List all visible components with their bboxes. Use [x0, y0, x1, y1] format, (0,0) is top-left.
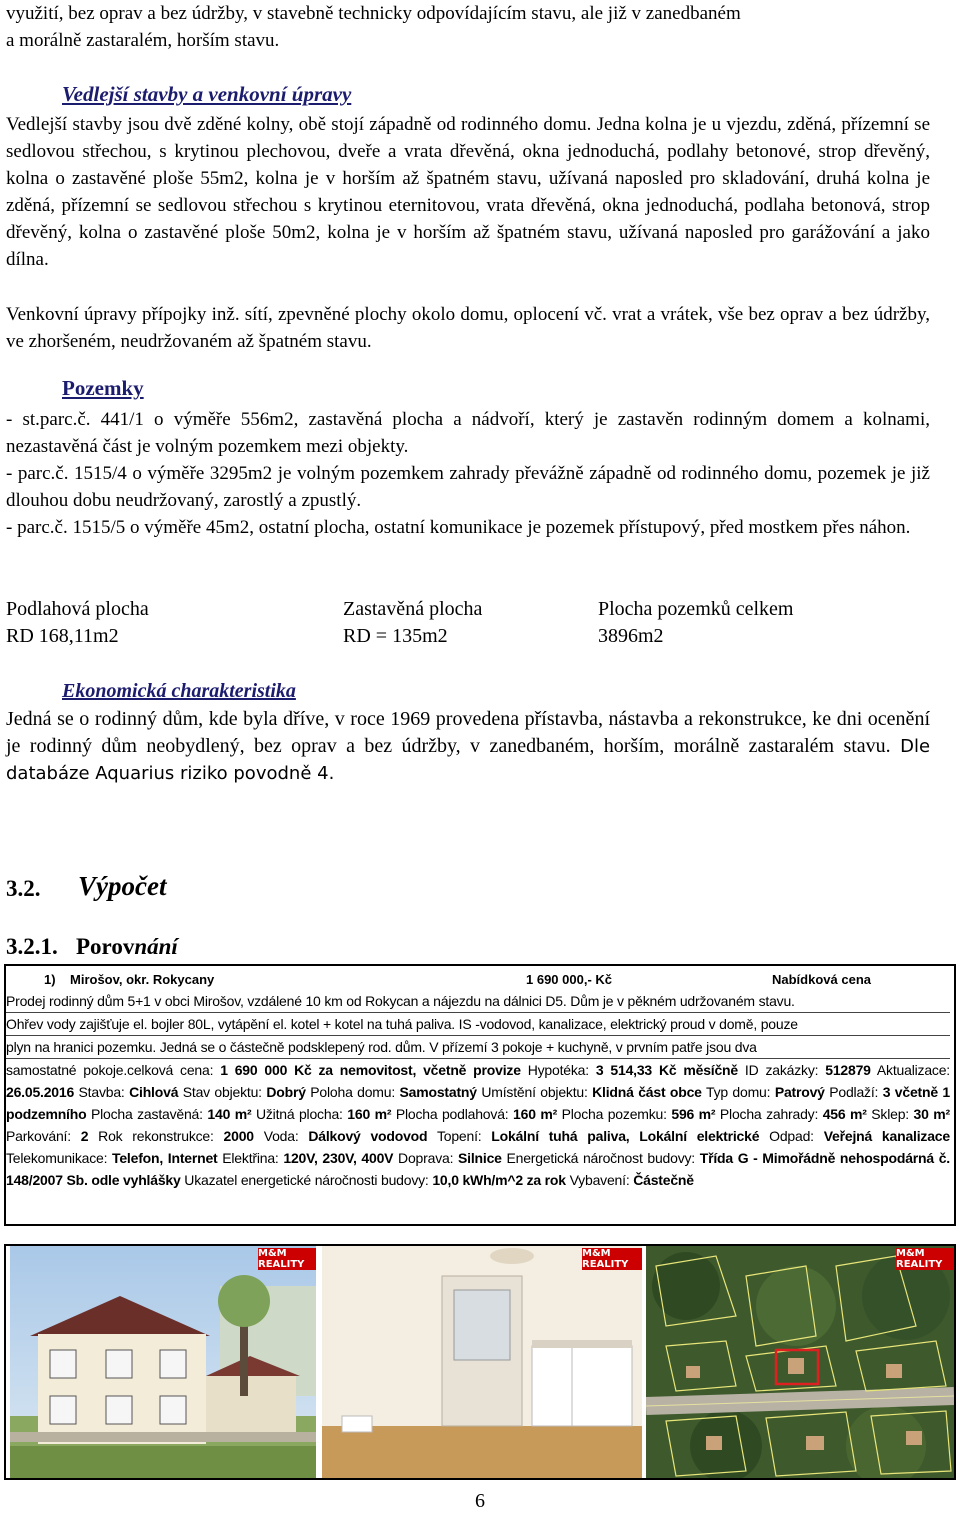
listing-detail-value: Klidná část obce — [592, 1084, 702, 1100]
listing-detail-value: 160 m² — [513, 1106, 558, 1122]
calc-title: Výpočet — [78, 871, 167, 901]
economic-text: Jedná se o rodinný dům, kde byla dříve, v roce 1969 provedena přístavba, nástavba a rekonstrukce, ke dni ocenění je rodinný dům neobydlený, bez oprav a bez údržby, v zanedbaném, horším, morálně zastaralém stavu. — [6, 708, 930, 757]
listing-detail-value: Třída G - Mimořádně nehospodárná č. 148/2007 Sb. odle vyhlášky — [6, 1150, 950, 1188]
listing-detail-value: 512879 — [825, 1062, 871, 1078]
land-item-3: - parc.č. 1515/5 o výměře 45m2, ostatní plocha, ostatní komunikace je pozemek přístupový, před mostkem přes náhon. — [6, 517, 911, 538]
listing-detail-value: 2 — [80, 1128, 89, 1144]
listing-detail-label: Ukazatel energetické náročnosti budovy: — [180, 1172, 433, 1188]
listing-detail-label: Plocha zahrady: — [715, 1106, 823, 1122]
listing-row-2: Ohřev vody zajišťuje el. bojler 80L, vytápění el. kotel + kotel na tuhá paliva. IS -vodovod, kanalizace, elektrický proud v domě, pouze — [6, 1013, 950, 1036]
listing-price-type: Nabídková cena — [772, 972, 871, 987]
cadastral-map — [646, 1246, 954, 1478]
listing-detail-label: Stavba: — [74, 1084, 130, 1100]
listing-price: 1 690 000,- Kč — [526, 972, 613, 987]
listing-detail-label: Sklep: — [866, 1106, 914, 1122]
listing-detail-label: Aktualizace: — [870, 1062, 950, 1078]
listing-detail-value: 120V, 230V, 400V — [283, 1150, 394, 1166]
listing-detail-label: Parkování: — [6, 1128, 81, 1144]
listing-detail-label: Hypotéka: — [520, 1062, 596, 1078]
listing-detail-value: 10,0 kWh/m^2 za rok — [432, 1172, 566, 1188]
listing-detail-label: Odpad: — [759, 1128, 824, 1144]
compare-title — [76, 934, 178, 960]
economic-paragraph — [6, 706, 930, 787]
listing-detail-value: 140 m² — [207, 1106, 252, 1122]
listing-detail-value: Dobrý — [266, 1084, 306, 1100]
intro-line-2: a morálně zastaralém, horším stavu. — [6, 30, 280, 51]
listing-detail-value: Samostatný — [399, 1084, 477, 1100]
listing-detail-value: Silnice — [458, 1150, 502, 1166]
kitchen-photo-watermark: M&M REALITY — [582, 1248, 642, 1270]
compare-number: 3.2.1. — [6, 934, 58, 959]
floor-area-label: Podlahová plocha — [6, 598, 149, 620]
listing-detail-label: Umístění objektu: — [476, 1084, 593, 1100]
calc-number: 3.2. — [6, 876, 41, 901]
compare-title-italic: nání — [134, 934, 178, 959]
listing-photos — [4, 1244, 956, 1480]
listing-detail-label: Elektřina: — [217, 1150, 284, 1166]
listing-row-3: plyn na hranici pozemku. Jedná se o částečně podsklepený rod. dům. V přízemí 3 pokoje + kuchyně, v prvním patře jsou dva — [6, 1036, 950, 1059]
land-area-value: 3896m2 — [598, 625, 664, 647]
economic-flood-risk: Dle databáze Aquarius riziko povodně 4. — [6, 736, 931, 784]
listing-detail-value: 160 m² — [347, 1106, 392, 1122]
listing-detail-label: Typ domu: — [701, 1084, 775, 1100]
listing-box — [4, 964, 956, 1226]
listing-detail-label: Podlaží: — [824, 1084, 883, 1100]
land-item-1: - st.parc.č. 441/1 o výměře 556m2, zastavěná plocha a nádvoří, který je zastavěn rodinným domem a kolnami, nezastavěná část je volným pozemkem mezi objekty. — [6, 409, 930, 457]
land-heading: Pozemky — [62, 376, 144, 400]
listing-detail-value: Dálkový vodovod — [308, 1128, 428, 1144]
listing-detail-value: 596 m² — [671, 1106, 716, 1122]
listing-detail-value: Telefon, Internet — [112, 1150, 218, 1166]
listing-detail-value: 2000 — [223, 1128, 254, 1144]
house-photo — [10, 1246, 316, 1478]
listing-detail-value: Cihlová — [129, 1084, 179, 1100]
listing-index: 1) — [44, 972, 56, 987]
listing-detail-label: Rok rekonstrukce: — [88, 1128, 224, 1144]
listing-detail-value: 456 m² — [822, 1106, 867, 1122]
outbuildings-heading: Vedlejší stavby a venkovní úpravy — [62, 82, 352, 106]
listing-detail-label: ID zakázky: — [738, 1062, 826, 1078]
listing-details — [6, 1059, 950, 1191]
listing-detail-value: 3 včetně 1 podzemního — [6, 1084, 950, 1122]
listing-detail-value: Lokální tuhá paliva, Lokální elektrické — [491, 1128, 760, 1144]
page-number: 6 — [475, 1490, 485, 1512]
listing-detail-value: 26.05.2016 — [6, 1084, 75, 1100]
outbuildings-paragraph: Vedlejší stavby jsou dvě zděné kolny, obě stojí západně od rodinného domu. Jedna kolna je u vjezdu, zděná, přízemní se sedlovou střechou, s krytinou plechovou, dveře a vrata dřevěná, okna jednoduchá, podlahy betonové, strop dřevěný, kolna o zastavěné ploše 55m2, kolna je v horším až špatném stavu, užívaná naposled pro skladování, druhá kolna je zděná, přízemní se sedlovou střechou s krytinou eternitovou, vrata dřevěná, okna jednoduchá, podlaha betonová, strop dřevěný, kolna o zastavěné ploše 50m2, kolna je v horším až špatném stavu, užívaná naposled pro garážování a jako dílna. — [6, 114, 930, 270]
listing-detail-value: Částečně — [633, 1172, 694, 1188]
listing-detail-value: 3 514,33 Kč měsíčně — [595, 1062, 738, 1078]
listing-description — [6, 990, 950, 1191]
outdoor-paragraph: Venkovní úpravy přípojky inž. sítí, zpevněné plochy okolo domu, oplocení vč. vrat a vrátek, vše bez oprav a bez údržby, ve zhoršeném, neudržovaném až špatném stavu. — [6, 304, 930, 352]
listing-detail-value: 1 690 000 Kč za nemovitost, včetně provize — [220, 1062, 521, 1078]
intro-line-1: využití, bez oprav a bez údržby, v stavebně technicky odpovídajícím stavu, ale již v zanedbaném — [6, 3, 741, 24]
listing-detail-label: Topení: — [427, 1128, 492, 1144]
land-item-2: - parc.č. 1515/4 o výměře 3295m2 je volným pozemkem zahrady převážně západně od rodinného domu, pozemek je již dlouhou dobu neudržovaný, zarostlý a zpustlý. — [6, 463, 930, 511]
listing-detail-label: Plocha pozemku: — [557, 1106, 672, 1122]
house-photo-watermark: M&M REALITY — [258, 1248, 316, 1270]
listing-detail-value: 30 m² — [913, 1106, 950, 1122]
listing-detail-label: Voda: — [253, 1128, 309, 1144]
listing-detail-label: Telekomunikace: — [6, 1150, 113, 1166]
listing-detail-label: Plocha podlahová: — [391, 1106, 514, 1122]
floor-area-value: RD 168,11m2 — [6, 625, 119, 647]
listing-detail-value: Veřejná kanalizace — [823, 1128, 950, 1144]
built-area-value: RD = 135m2 — [343, 625, 448, 647]
built-area-label: Zastavěná plocha — [343, 598, 483, 620]
kitchen-photo — [322, 1246, 642, 1478]
economic-heading: Ekonomická charakteristika — [62, 680, 296, 702]
land-area-label: Plocha pozemků celkem — [598, 598, 794, 620]
areas-block — [6, 596, 930, 656]
listing-row-1: Prodej rodinný dům 5+1 v obci Mirošov, vzdálené 10 km od Rokycan a nájezdu na dálnici D5. Dům je v pěkném udržovaném stavu. — [6, 990, 950, 1013]
listing-detail-label: Užitná plocha: — [251, 1106, 348, 1122]
listing-detail-label: Stav objektu: — [178, 1084, 267, 1100]
listing-detail-label: Energetická náročnost budovy: — [501, 1150, 700, 1166]
compare-title-plain: Porov — [76, 934, 135, 959]
listing-detail-label: Doprava: — [393, 1150, 459, 1166]
listing-detail-label: Plocha zastavěná: — [86, 1106, 208, 1122]
map-watermark: M&M REALITY — [896, 1248, 954, 1270]
listing-detail-label: Poloha domu: — [305, 1084, 400, 1100]
listing-detail-label: Vybavení: — [565, 1172, 634, 1188]
listing-detail-label: samostatné pokoje.celková cena: — [6, 1062, 221, 1078]
listing-location: Mirošov, okr. Rokycany — [70, 972, 215, 987]
listing-detail-value: Patrový — [774, 1084, 825, 1100]
